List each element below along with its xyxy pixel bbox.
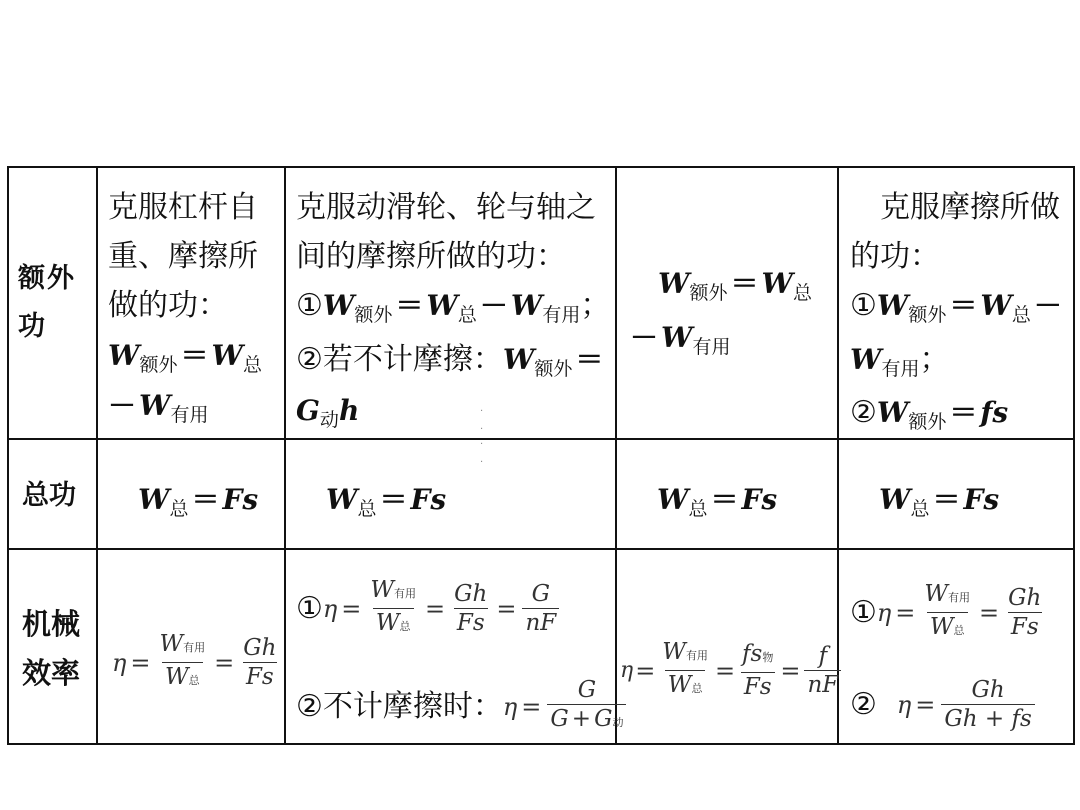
faint-dots: . . · · xyxy=(480,403,484,468)
col2-eff-fraction-3: $\frac{G}{nF}$ xyxy=(522,580,559,637)
row-divider-2 xyxy=(7,548,1075,550)
friction-extra-formula-2: W有用； xyxy=(850,342,950,380)
friction-extra-formula-3: ②W额外 ＝ fs xyxy=(850,395,1009,433)
col4-eff-fraction-2: $\frac{Gh}{Fs}$ xyxy=(1008,585,1042,640)
col4-efficiency-formula-1: ① η = $\frac{\text{W有用}}{\text{W总}}$ = $\frac{Gh}{Fs}$ xyxy=(850,580,1046,645)
pulley-extra-formula-1: ①W额外 ＝ W总 － W有用； xyxy=(296,288,611,326)
col2-efficiency-formula-1: ① η = $\frac{\text{W有用}}{\text{W总}}$ = $\frac{Gh}{Fs}$ = $\frac{G}{nF}$ xyxy=(296,576,561,641)
col3-total-work-formula: W总 ＝ Fs xyxy=(657,483,778,520)
pulley-extra-description-2: 间的摩擦所做的功： xyxy=(296,239,566,274)
table-border-right xyxy=(1073,166,1075,745)
col4-efficiency-formula-2: ② η = $\frac{Gh}{Gh + fs}$ xyxy=(850,676,1037,733)
col4-eff-fraction-1: $\frac{\text{W有用}}{\text{W总}}$ xyxy=(921,580,973,645)
col3-eff-fraction-2: $\frac{\text{fs物}}{Fs}$ xyxy=(742,641,774,700)
col3-extra-formula-line1: W额外 ＝ W总 xyxy=(658,267,812,304)
pulley-extra-formula-2: ②若不计摩擦：W额外 ＝ xyxy=(296,342,604,380)
col3-eff-fraction-3: $\frac{f}{nF}$ xyxy=(804,642,841,699)
cell-col3-extra-work xyxy=(630,262,830,356)
col2-eff-fraction-1: $\frac{\text{W有用}}{\text{W总}}$ xyxy=(367,576,419,641)
col2-eff-fraction-2: $\frac{Gh}{Fs}$ xyxy=(454,581,488,636)
col-divider-2 xyxy=(284,166,286,745)
table-border-bottom xyxy=(7,743,1075,745)
col4-total-work-formula: W总 ＝ Fs xyxy=(879,483,1000,520)
col1-efficiency-formula: η = $\frac{\text{W有用}}{\text{W总}}$ = $\frac{Gh}{Fs}$ xyxy=(112,630,281,695)
col3-efficiency-formula: η = $\frac{\text{W有用}}{\text{W总}}$ = $\frac{\text{fs物}}{Fs}$ = $\frac{f}{nF}$ xyxy=(620,638,843,703)
friction-extra-description-2: 的功： xyxy=(850,239,940,274)
cell-lever-extra-work xyxy=(108,183,273,424)
row-header-efficiency: 机械效率 xyxy=(22,607,81,690)
col3-extra-formula-line2: － W有用 xyxy=(630,321,731,358)
col2-total-work-formula: W总 ＝ Fs xyxy=(326,483,447,520)
pulley-extra-formula-3: G动h xyxy=(296,394,360,431)
col3-eff-fraction-1: $\frac{\text{W有用}}{\text{W总}}$ xyxy=(659,638,711,703)
table-border-left xyxy=(7,166,9,745)
col1-eff-fraction-2: $\frac{Gh}{Fs}$ xyxy=(243,635,277,690)
row-header-extra-work: 额外功 xyxy=(18,263,76,342)
lever-extra-formula-line1: W额外 ＝ W总 xyxy=(108,339,262,376)
pulley-extra-description-1: 克服动滑轮、轮与轴之 xyxy=(296,190,596,225)
col2-eff-fraction-4: $\frac{G}{\text{G + G动}}$ xyxy=(547,676,626,737)
table-border-top xyxy=(7,166,1075,168)
col1-total-work-formula: W总 ＝ Fs xyxy=(138,483,259,520)
row-header-total-work: 总功 xyxy=(22,480,76,511)
lever-extra-description: 克服杠杆自重、摩擦所做的功： xyxy=(108,190,258,323)
col4-eff-fraction-3: $\frac{Gh}{Gh + fs}$ xyxy=(941,676,1034,733)
col-divider-3 xyxy=(615,166,617,745)
friction-extra-description-1: 克服摩擦所做 xyxy=(880,190,1060,225)
col-divider-1 xyxy=(96,166,98,745)
cell-pulley-extra-work xyxy=(296,183,611,437)
col2-efficiency-formula-2: ② 不计摩擦时： η = $\frac{G}{\text{G + G动}}$ xyxy=(296,676,628,737)
cell-friction-extra-work xyxy=(850,183,1070,444)
friction-extra-formula-1: ①W额外 ＝ W总 － xyxy=(850,288,1062,326)
lever-extra-formula-line2: － W有用 xyxy=(108,389,209,426)
col1-eff-fraction-1: $\frac{\text{W有用}}{\text{W总}}$ xyxy=(157,630,209,695)
